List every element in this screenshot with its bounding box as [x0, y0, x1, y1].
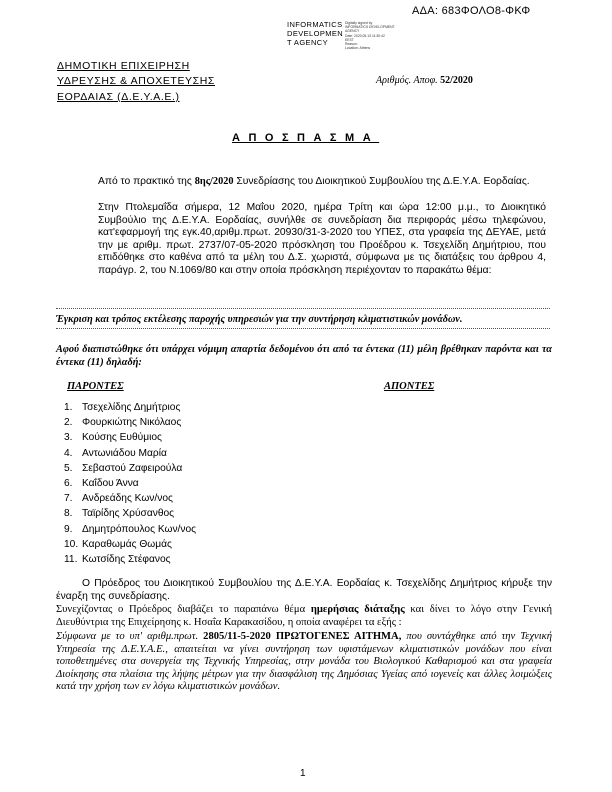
stamp-fine-line: INFORMATICS DEVELOPMENT — [345, 25, 395, 30]
org-name-line2: ΥΔΡΕΥΣΗΣ & ΑΠΟΧΕΤΕΥΣΗΣ — [57, 75, 216, 87]
member-item — [64, 400, 196, 415]
agenda-emphasis: ημερήσιας διάταξης — [310, 604, 405, 615]
present-header: ΠΑΡΟΝΤΕΣ — [67, 381, 124, 392]
stamp-fine-line: Date: 2020.05.13 11:30:42 — [345, 33, 385, 38]
member-item — [64, 552, 196, 567]
document-title: ΑΠΟΣΠΑΣΜΑ — [232, 132, 380, 144]
intro-paragraph-2: Στην Πτολεμαΐδα σήμερα, 12 Μαΐου 2020, ημέρα Τρίτη και ώρα 12:00 μ.μ., το Διοικητικό Συμβούλιο της Δ.Ε.Υ.Α. Εορδαίας, συνήλθε σε συνεδρίαση δια περιφοράς μέσω τηλεφώνου, κατ'εφαρμογή της εγκ.40,αριθμ.πρωτ. 20930/31-3-2020 του ΥΠΕΣ, στα γραφεία της ΔΕΥΑΕ, μετά την με αριθμ. πρωτ. 2737/07-05-2020 πρόσκληση του Προέδρου κ. Τσεχελίδη Δημήτριου, που επιδόθηκε στο καθένα από τα μέλη του Δ.Σ. χωριστά, σύμφωνα με τις διατάξεις του άρθρου 4, παράγρ. 2, του Ν.1069/80 και στην οποία πρόσκληση περιέχονταν το παρακάτω θέμα: — [98, 202, 546, 276]
quorum-statement: Αφού διαπιστώθηκε ότι υπάρχει νόμιμη απαρτία δεδομένου ότι από τα έντεκα (11) μέλη βρέθηκαν παρόντα και τα έντεκα (11) δηλαδή: — [56, 344, 552, 368]
intro-text: Συνεδρίασης του Διοικητικού Συμβουλίου της Δ.Ε.Υ.Α. Εορδαίας. — [233, 176, 530, 187]
closing-paragraph-3 — [56, 631, 552, 694]
member-number: 4. — [64, 447, 73, 459]
org-name-line1: ΔΗΜΟΤΙΚΗ ΕΠΙΧΕΙΡΗΣΗ — [57, 60, 190, 72]
intro-text: Από το πρακτικό της — [98, 176, 195, 187]
member-item — [64, 522, 196, 537]
member-number: 7. — [64, 493, 73, 505]
decision-label: Αριθμός. Αποφ. — [376, 75, 438, 86]
member-item — [64, 491, 196, 506]
stamp-fine-line: EEST — [345, 37, 354, 42]
meeting-subject: Έγκριση και τρόπος εκτέλεσης παροχής υπηρεσιών για την συντήρηση κλιματιστικών μονάδων. — [56, 314, 463, 325]
member-name: Ταϊρίδης Χρύσανθος — [82, 508, 175, 520]
stamp-fine-line: Reason: — [345, 42, 358, 47]
dotted-divider — [56, 308, 550, 310]
member-number: 8. — [64, 508, 73, 520]
member-number: 5. — [64, 462, 73, 474]
member-number: 2. — [64, 417, 73, 429]
member-name: Κωτσίδης Στέφανος — [82, 553, 171, 565]
org-name-line3: ΕΟΡΔΑΙΑΣ (Δ.Ε.Υ.Α.Ε.) — [57, 91, 180, 103]
stamp-fine-line: Digitally signed by — [345, 21, 373, 25]
session-number: 8ης/2020 — [194, 176, 234, 187]
stamp-line: T AGENCY — [287, 38, 328, 47]
stamp-fine-line: Location: Athens — [345, 46, 371, 51]
member-name: Καραθωμάς Θωμάς — [82, 538, 172, 550]
member-item — [64, 461, 196, 476]
digital-signature-stamp — [287, 20, 407, 50]
request-reference: 2805/11-5-2020 ΠΡΩΤΟΓΕΝΕΣ ΑΙΤΗΜΑ, — [203, 631, 402, 642]
intro-paragraph-1 — [98, 176, 546, 189]
page-number: 1 — [300, 768, 306, 779]
member-number: 11. — [64, 553, 78, 565]
closing-text: Σύμφωνα με το υπ' αριθμ.πρωτ. — [56, 631, 204, 642]
ada-code: ΑΔΑ: 683ΦΟΛΟ8-ΦΚΦ — [412, 5, 531, 17]
decision-number — [376, 75, 473, 86]
stamp-fine-line: AGENCY — [345, 29, 360, 34]
member-name: Καΐδου Άννα — [82, 477, 139, 489]
member-item — [64, 446, 196, 461]
member-name: Φουρκιώτης Νικόλαος — [82, 417, 182, 429]
member-name: Τσεχελίδης Δημήτριος — [82, 402, 181, 413]
member-item — [64, 506, 196, 521]
stamp-fine-print — [345, 21, 395, 50]
stamp-line: INFORMATICS — [287, 20, 343, 29]
member-number: 6. — [64, 477, 73, 489]
member-name: Κούσης Ευθύμιος — [82, 432, 162, 444]
closing-paragraph-1: Ο Πρόεδρος του Διοικητικού Συμβουλίου της Δ.Ε.Υ.Α. Εορδαίας κ. Τσεχελίδης Δημήτριος κήρυξε την έναρξη της συνεδρίασης. — [56, 578, 552, 602]
member-number: 10. — [64, 538, 79, 550]
member-name: Ανδρεάδης Κων/νος — [82, 493, 173, 505]
member-number: 1. — [64, 402, 73, 413]
closing-paragraph-2 — [56, 604, 552, 629]
closing-text: Συνεχίζοντας ο Πρόεδρος διαβάζει το παραπάνω θέμα — [56, 604, 311, 615]
decision-value: 52/2020 — [440, 75, 473, 86]
member-name: Αντωνιάδου Μαρία — [82, 447, 167, 459]
member-number: 3. — [64, 432, 73, 444]
closing-text: που συντάχθηκε από την Τεχνική Υπηρεσία της Δ.Ε.Υ.Α.Ε., απαιτείται να γίνει συντήρηση των υφιστάμενων κλιματιστικών μονάδων που είναι τοποθετημένες στα συνεργεία της Τεχνικής Υπηρεσίας, στην μονάδα του Βιολογικού Καθαρισμού και στα γραφεία Διοίκησης στα πλαίσια της λήψης μέτρων για την διασφάλιση της Δημόσιας Υγείας από ιογενείς και άλλες λοιμώξεις κατά την χρήση των εν λόγω κλιματιστικών μονάδων. — [56, 631, 552, 693]
member-item — [64, 430, 196, 445]
present-members-list — [64, 400, 196, 567]
member-item — [64, 476, 196, 491]
member-item — [64, 415, 196, 430]
stamp-line: DEVELOPMEN — [287, 29, 344, 38]
dotted-divider — [56, 328, 550, 330]
absent-header: ΑΠΟΝΤΕΣ — [384, 381, 435, 392]
member-name: Σεβαστού Ζαφειρούλα — [82, 462, 183, 474]
closing-text: και δίνει το λόγο στην Γενική Διευθύντρια της Επιχείρησης κ. Ησαΐα Καρακασίδου, η οποία αναφέρει τα εξής : — [56, 604, 552, 628]
member-item — [64, 537, 196, 552]
member-number: 9. — [64, 523, 73, 535]
stamp-agency-name — [287, 20, 343, 47]
member-name: Δημητρόπουλος Κων/νος — [82, 523, 197, 535]
